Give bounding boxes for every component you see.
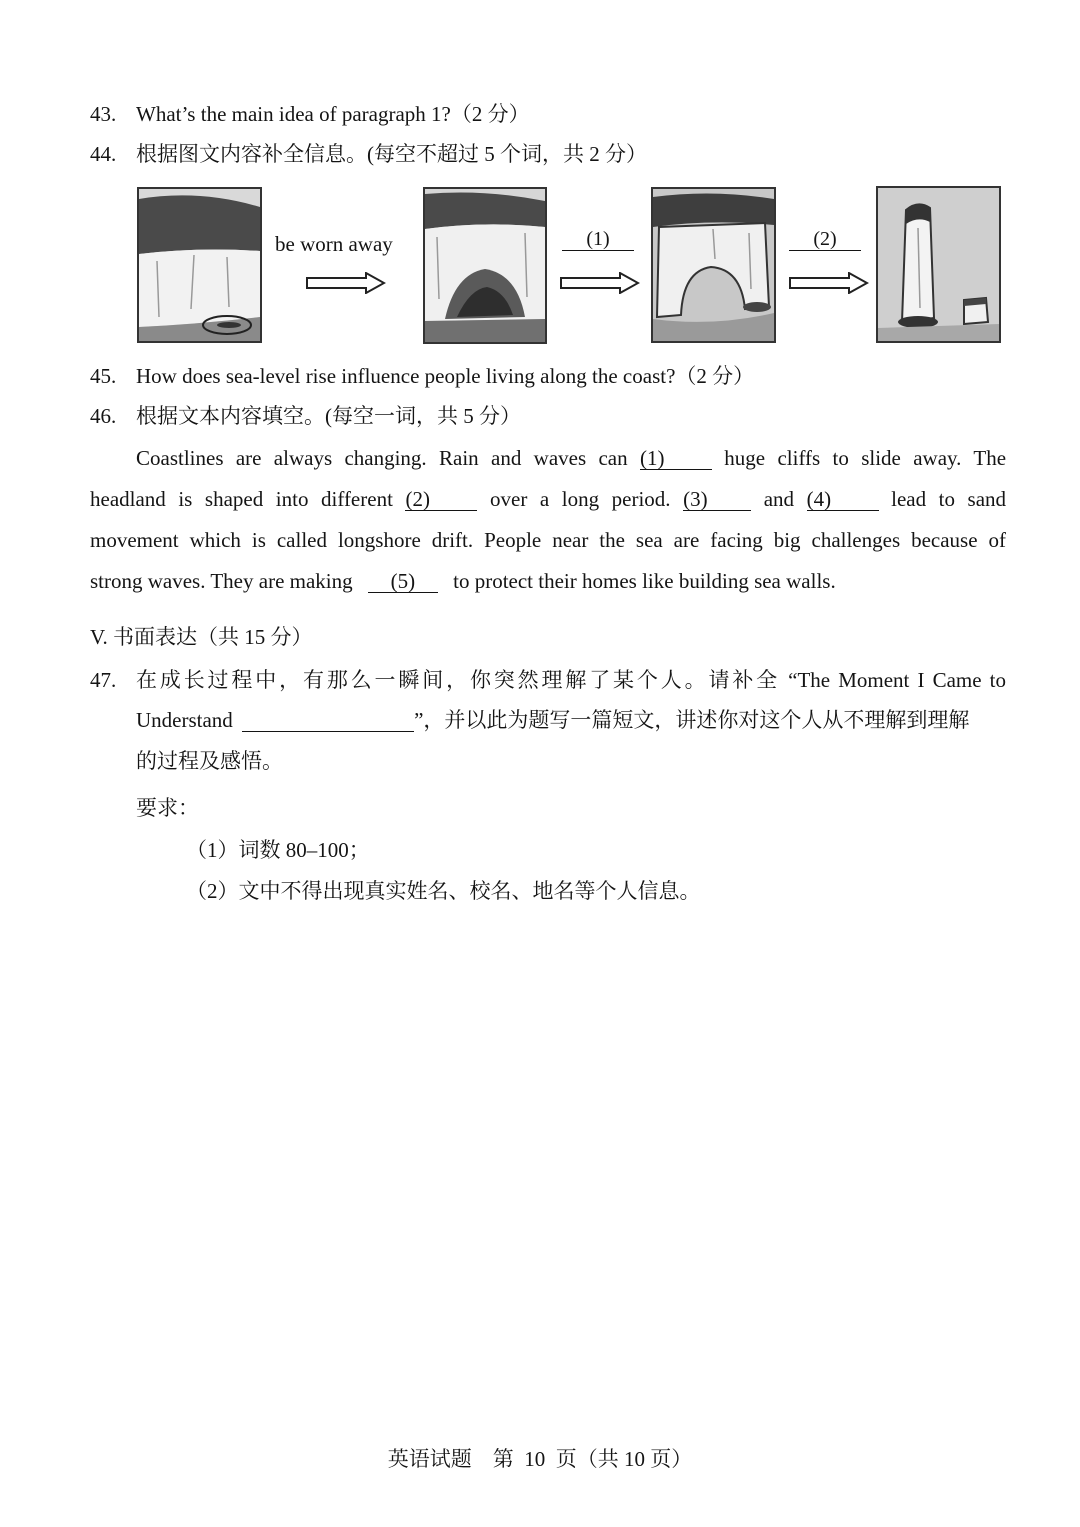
question-text: How does sea-level rise influence people living along the coast?（2 分） (136, 364, 755, 388)
question-number: 47. (90, 668, 117, 692)
cliff-figure-2 (423, 187, 547, 344)
title-blank (242, 709, 414, 732)
passage-line-2 (90, 485, 1006, 513)
passage-line-4 (90, 567, 836, 595)
requirement-1: （1）词数 80–100； (186, 838, 370, 862)
question-text: 在成长过程中，有那么一瞬间，你突然理解了某个人。请补全 (136, 668, 781, 692)
passage-text: lead to sand (891, 487, 1007, 511)
question-47 (90, 666, 136, 694)
fill-blank-1: (1) (640, 447, 712, 470)
question-number: 44. (90, 142, 117, 166)
question-text: ”，并以此为题写一篇短文，讲述你对这个人从不理解到理解 (414, 708, 970, 732)
q47-line-3: 的过程及感悟。 (136, 749, 283, 773)
question-text: What’s the main idea of paragraph 1?（2 分） (136, 102, 530, 126)
figure-blank-2: (2) (789, 228, 861, 251)
right-arrow-icon (789, 272, 869, 294)
fill-blank-3: (3) (683, 488, 751, 511)
question-number: 43. (90, 102, 117, 126)
question-text: Understand (136, 708, 233, 732)
passage-text: Coastlines are always changing. Rain and waves can (136, 446, 628, 470)
passage-text: over a long period. (490, 487, 671, 511)
section-title: V. 书面表达（共 15 分） (90, 625, 313, 649)
fill-blank-2: (2) (405, 488, 477, 511)
passage-text: to protect their homes like building sea walls. (453, 569, 836, 593)
right-arrow-icon (306, 272, 386, 294)
passage-text: and (763, 487, 795, 511)
requirement-2: （2）文中不得出现真实姓名、校名、地名等个人信息。 (186, 879, 701, 903)
passage-text: huge cliffs to slide away. The (724, 446, 1007, 470)
question-number: 46. (90, 404, 117, 428)
cliff-figure-4 (876, 186, 1001, 343)
question-number: 45. (90, 364, 117, 388)
cliff-figure-1 (137, 187, 262, 343)
question-43 (90, 100, 530, 128)
right-arrow-icon (560, 272, 640, 294)
passage-line-3: movement which is called longshore drift. People near the sea are facing big challenges because of (90, 528, 1006, 552)
question-text: 根据文本内容填空。(每空一词，共 5 分） (136, 404, 521, 428)
question-46 (90, 402, 521, 430)
question-text: “The Moment I Came to (788, 668, 1006, 692)
page-footer: 英语试题 第 10 页（共 10 页） (387, 1447, 693, 1471)
passage-text: headland is shaped into different (90, 487, 393, 511)
cliff-figure-3 (651, 187, 776, 343)
fill-blank-4: (4) (807, 488, 879, 511)
requirements-title: 要求： (136, 796, 199, 820)
q47-line-2 (136, 706, 969, 734)
fill-blank-5: (5) (368, 570, 438, 593)
q47-line-1 (136, 666, 1006, 694)
question-text: 根据图文内容补全信息。(每空不超过 5 个词，共 2 分） (136, 142, 647, 166)
figure-blank-1: (1) (562, 228, 634, 251)
question-44 (90, 140, 647, 168)
passage-line-1 (136, 444, 1006, 472)
question-45 (90, 362, 754, 390)
arrow-label: be worn away (275, 232, 393, 256)
passage-text: strong waves. They are making (90, 569, 353, 593)
